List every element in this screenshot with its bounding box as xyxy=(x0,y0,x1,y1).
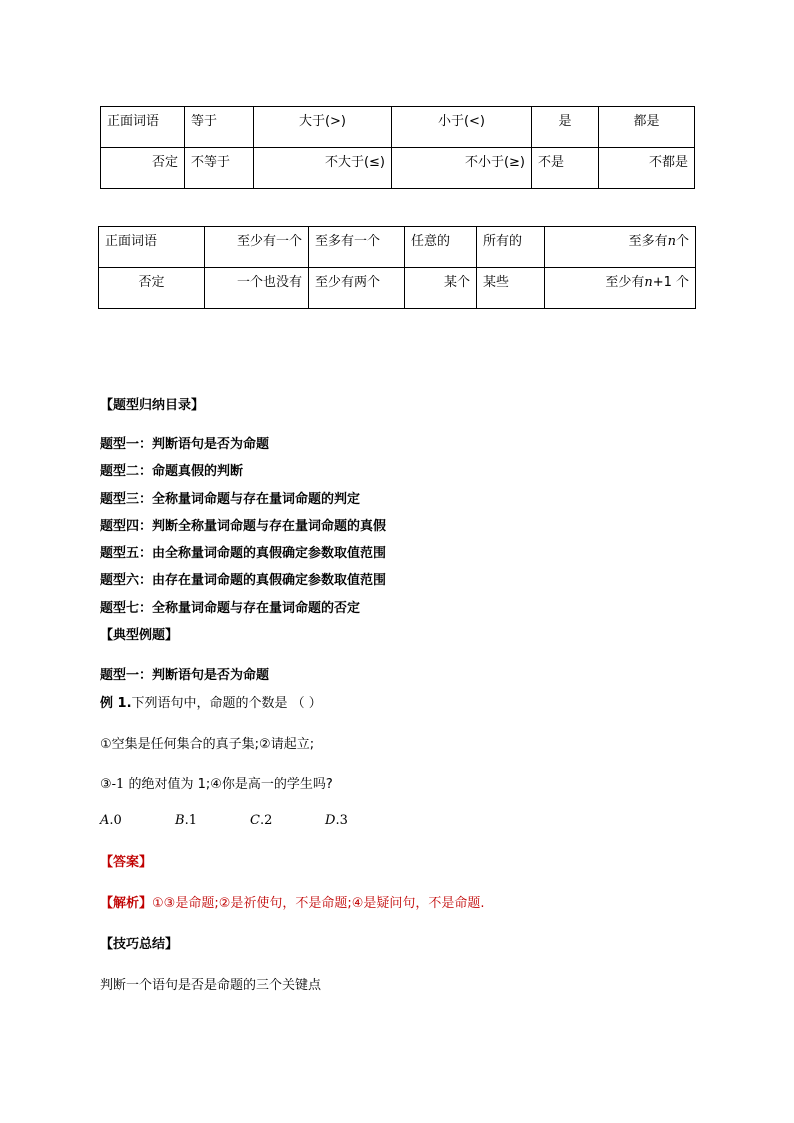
table-cell: 任意的 xyxy=(405,227,477,268)
analysis-label: 【解析】 xyxy=(100,896,153,911)
table-cell: 不等于 xyxy=(185,148,254,189)
example-label: 例 1. xyxy=(100,696,132,711)
example-text: 下列语句中，命题的个数是 （ ） xyxy=(131,696,322,711)
statement-line-1: ①空集是任何集合的真子集;②请起立; xyxy=(100,737,315,752)
comparison-table-2 xyxy=(98,226,696,309)
table-cell: 是 xyxy=(532,107,599,148)
table-cell: 正面词语 xyxy=(101,107,185,148)
catalog-item: 题型四：判断全称量词命题与存在量词命题的真假 xyxy=(100,519,387,534)
table-cell: 一个也没有 xyxy=(205,268,309,309)
table-cell: 某些 xyxy=(477,268,545,309)
option-a: A.0 xyxy=(100,813,122,828)
table-row xyxy=(101,148,695,189)
option-d: D.3 xyxy=(325,813,348,828)
table-cell: 不是 xyxy=(532,148,599,189)
cell-text: +1 个 xyxy=(652,275,689,290)
table-cell: 否定 xyxy=(99,268,205,309)
example-question xyxy=(100,692,322,711)
catalog-item: 题型一：判断语句是否为命题 xyxy=(100,437,270,452)
catalog-item: 题型二：命题真假的判断 xyxy=(100,464,244,479)
statement-prefix: ③ xyxy=(100,777,112,792)
table-cell: 不都是 xyxy=(599,148,695,189)
examples-title: 【典型例题】 xyxy=(100,628,179,643)
table-cell: 所有的 xyxy=(477,227,545,268)
math-expression: -1 xyxy=(111,777,125,792)
cell-text: 个 xyxy=(675,234,689,249)
catalog-item: 题型三：全称量词命题与存在量词命题的判定 xyxy=(100,492,361,507)
cell-text: 至多有 xyxy=(628,234,668,249)
table-cell: 至少有一个 xyxy=(205,227,309,268)
statement-text: 的绝对值为 1;④你是高一的学生吗? xyxy=(124,777,333,792)
table-cell: 某个 xyxy=(405,268,477,309)
table-cell: 都是 xyxy=(599,107,695,148)
table-cell: 否定 xyxy=(101,148,185,189)
skills-text: 判断一个语句是否是命题的三个关键点 xyxy=(100,978,322,993)
catalog-item: 题型六：由存在量词命题的真假确定参数取值范围 xyxy=(100,573,387,588)
type-heading: 题型一：判断语句是否为命题 xyxy=(100,668,270,683)
comparison-table-1 xyxy=(100,106,695,189)
catalog-item: 题型七：全称量词命题与存在量词命题的否定 xyxy=(100,601,361,616)
math-variable: n xyxy=(644,275,653,290)
table-cell: 等于 xyxy=(185,107,254,148)
table-cell: 正面词语 xyxy=(99,227,205,268)
skills-label: 【技巧总结】 xyxy=(100,937,179,952)
cell-text: 至少有 xyxy=(605,275,645,290)
catalog-title: 【题型归纳目录】 xyxy=(100,398,205,413)
table-cell: 至多有一个 xyxy=(309,227,405,268)
option-c: C.2 xyxy=(250,813,273,828)
table-cell: 至少有两个 xyxy=(309,268,405,309)
table-cell: 不小于(≥) xyxy=(392,148,532,189)
analysis-text: ①③是命题;②是祈使句，不是命题;④是疑问句，不是命题. xyxy=(152,896,485,911)
table-cell: 大于(>) xyxy=(254,107,392,148)
table-cell: 不大于(≤) xyxy=(254,148,392,189)
answer-options xyxy=(100,813,400,828)
catalog-item: 题型五：由全称量词命题的真假确定参数取值范围 xyxy=(100,546,387,561)
table-cell xyxy=(545,227,696,268)
statement-line-2 xyxy=(100,773,333,792)
analysis-line xyxy=(100,892,485,911)
table-row xyxy=(101,107,695,148)
table-cell xyxy=(545,268,696,309)
table-cell: 小于(<) xyxy=(392,107,532,148)
table-row xyxy=(99,268,696,309)
option-b: B.1 xyxy=(175,813,197,828)
math-variable: n xyxy=(667,234,676,249)
table-row xyxy=(99,227,696,268)
answer-label: 【答案】 xyxy=(100,855,153,870)
